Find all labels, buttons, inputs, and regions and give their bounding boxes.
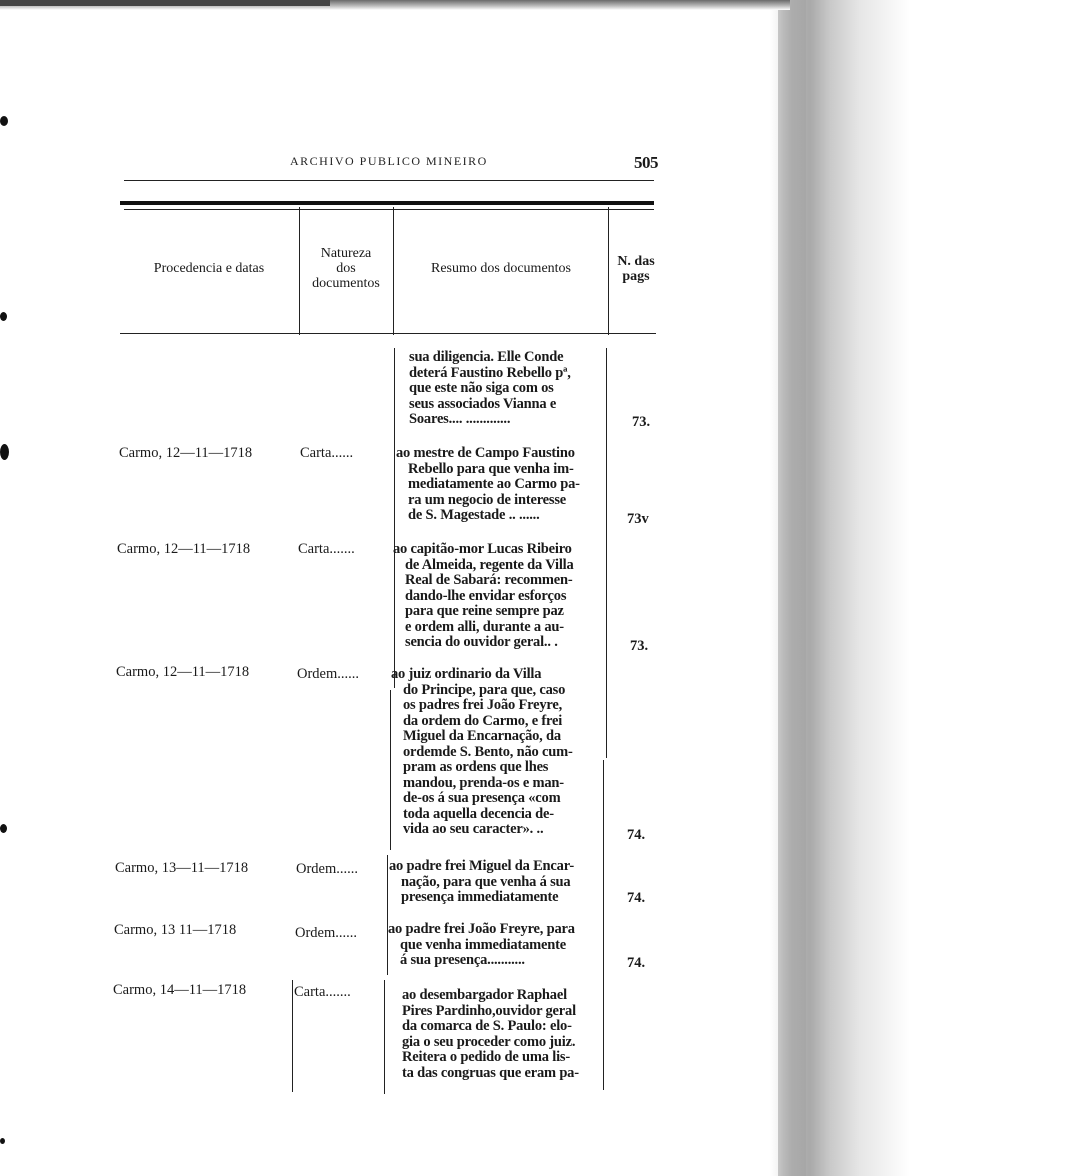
entry-date: Carmo, 12—11—1718 [119, 445, 253, 461]
entry-page: 73. [632, 414, 651, 430]
summary-line: ra um negocio de interesse [408, 491, 567, 508]
entry-summary [391, 667, 605, 838]
summary-line: vida ao seu caracter». .. [403, 821, 544, 837]
summary-line: toda aquella decencia de- [403, 805, 554, 822]
header-pages-line2: pags [622, 269, 650, 284]
entry-page: 74. [627, 955, 646, 971]
page-number: 505 [634, 153, 658, 172]
scan-binding-fold [778, 0, 806, 1176]
header-nature-line1: Natureza [320, 246, 372, 261]
column-divider [384, 980, 385, 1094]
summary-line: dando-lhe envidar esforços [405, 587, 567, 604]
summary-line: sua diligencia. Elle Conde [409, 349, 564, 365]
entry-nature: Carta....... [298, 541, 355, 557]
header-bottom-rule [120, 333, 656, 334]
entry-date: Carmo, 13—11—1718 [115, 860, 249, 876]
entry-summary [388, 922, 602, 969]
summary-line: deterá Faustino Rebello pª, [409, 364, 571, 381]
entry-date: Carmo, 14—11—1718 [113, 982, 247, 998]
entry-page: 73v [627, 511, 649, 527]
summary-line: presença immediatamente [401, 889, 559, 905]
header-nature-line2: dos [336, 261, 356, 276]
entry-page: 73. [630, 638, 649, 654]
summary-line: que venha immediatamente [400, 936, 566, 953]
entry-nature: Carta...... [300, 445, 354, 461]
summary-line: ao padre frei Miguel da Encar- [389, 858, 575, 874]
column-divider [393, 207, 394, 335]
summary-line: ao desembargador Raphael [402, 987, 567, 1003]
running-title: ARCHIVO PUBLICO MINEIRO [290, 154, 488, 168]
table-top-rule [120, 201, 654, 205]
summary-line: de-os á sua presença «com [403, 790, 561, 806]
summary-line: seus associados Vianna e [409, 395, 557, 412]
summary-line: á sua presença........... [400, 952, 525, 968]
scan-binding-shadow [770, 0, 1075, 1176]
summary-line: que este não siga com os [409, 380, 554, 396]
summary-line: Pires Pardinho,ouvidor geral [402, 1002, 576, 1019]
entry-nature: Ordem...... [297, 666, 360, 682]
summary-line: ao juiz ordinario da Villa [391, 666, 542, 682]
header-origin: Procedencia e datas [153, 261, 265, 276]
summary-line: de Almeida, regente da Villa [405, 556, 574, 573]
entry-summary [402, 988, 602, 1081]
summary-line: da comarca de S. Paulo: elo- [402, 1018, 572, 1034]
summary-line: Reitera o pedido de uma lis- [402, 1049, 570, 1065]
summary-line: os padres frei João Freyre, [403, 697, 563, 713]
summary-line: mediatamente ao Carmo pa- [408, 476, 580, 492]
entry-summary [409, 350, 607, 428]
summary-line: Miguel da Encarnação, da [403, 728, 561, 744]
entry-page: 74. [627, 827, 646, 843]
summary-line: pram as ordens que lhes [403, 759, 549, 775]
summary-line: ao padre frei João Freyre, para [388, 921, 575, 937]
entry-summary [393, 542, 605, 651]
summary-line: da ordem do Carmo, e frei [403, 712, 563, 729]
header-pages-line1: N. das [617, 254, 655, 269]
entry-date: Carmo, 12—11—1718 [116, 664, 250, 680]
header-summary: Resumo dos documentos [431, 261, 571, 276]
entry-page: 74. [627, 890, 646, 906]
entry-date: Carmo, 13 11—1718 [114, 922, 237, 938]
entry-nature: Ordem...... [295, 925, 358, 941]
header-rule [124, 180, 654, 181]
summary-line: do Principe, para que, caso [403, 681, 566, 698]
entry-nature: Carta....... [294, 984, 351, 1000]
entry-summary [389, 859, 603, 906]
summary-line: ao mestre de Campo Faustino [396, 445, 575, 461]
summary-line: ordemde S. Bento, não cum- [403, 743, 573, 760]
summary-line: ta das congruas que eram pa- [402, 1064, 579, 1081]
summary-line: sencia do ouvidor geral.. . [405, 634, 558, 650]
column-divider [292, 980, 293, 1092]
entry-nature: Ordem...... [296, 861, 359, 877]
summary-line: para que reine sempre paz [405, 603, 564, 619]
summary-line: mandou, prenda-os e man- [403, 774, 564, 791]
summary-line: e ordem alli, durante a au- [405, 618, 564, 635]
summary-line: ao capitão-mor Lucas Ribeiro [393, 541, 572, 557]
summary-line: nação, para que venha á sua [401, 873, 571, 890]
header-nature-line3: documentos [312, 276, 380, 291]
summary-line: Rebello para que venha im- [408, 460, 574, 477]
summary-line: Soares.... ............. [409, 411, 511, 427]
entry-date: Carmo, 12—11—1718 [117, 541, 251, 557]
table-top-rule-thin [124, 209, 654, 210]
entry-summary [396, 446, 606, 524]
summary-line: gia o seu proceder como juiz. [402, 1033, 576, 1050]
summary-line: de S. Magestade .. ...... [408, 507, 540, 523]
summary-line: Real de Sabará: recommen- [405, 572, 573, 588]
